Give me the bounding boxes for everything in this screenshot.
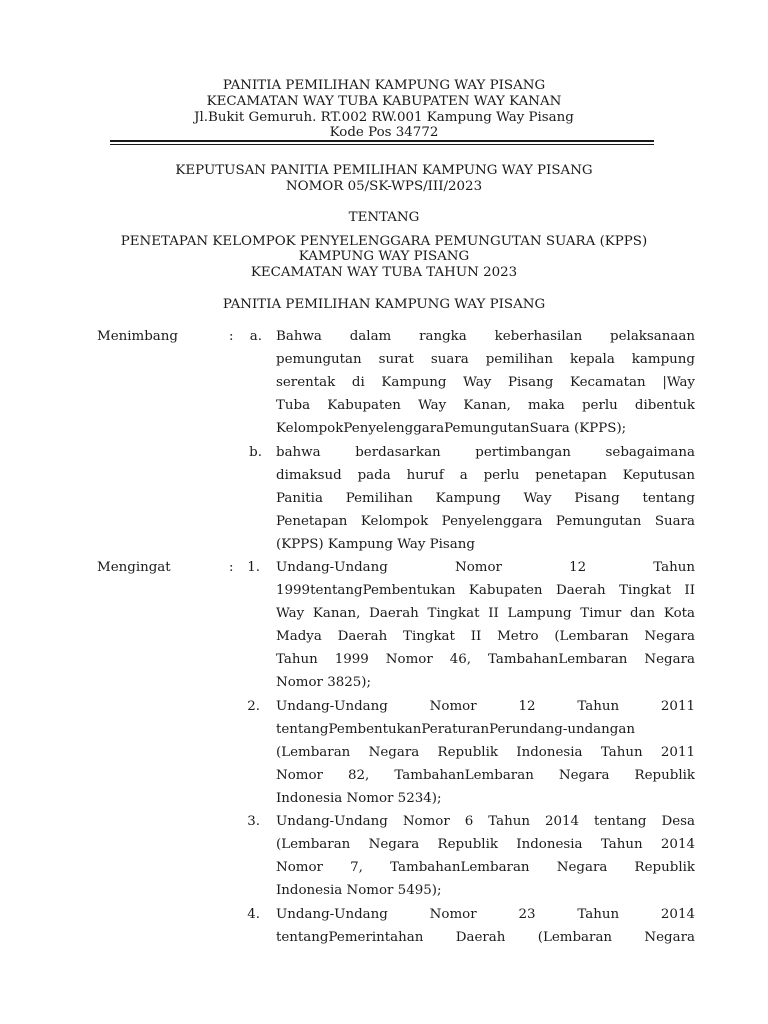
text-line: Nomor 7, TambahanLembaran Negara Republik xyxy=(276,860,695,875)
decree-title: KEPUTUSAN PANITIA PEMILIHAN KAMPUNG WAY PISANG xyxy=(175,163,593,178)
menimbang-item-a-mark: a. xyxy=(249,329,262,344)
mengingat-item-1-mark: 1. xyxy=(247,560,260,575)
subject-line-1: PENETAPAN KELOMPOK PENYELENGGARA PEMUNGUTAN SUARA (KPPS) xyxy=(120,234,648,249)
text-line: Nomor 82, TambahanLembaran Negara Republik xyxy=(276,768,695,783)
mengingat-item-4-mark: 4. xyxy=(247,907,260,922)
text-line: Nomor 3825); xyxy=(276,675,372,690)
letterhead-line-2: KECAMATAN WAY TUBA KABUPATEN WAY KANAN xyxy=(206,94,562,109)
text-line: Indonesia Nomor 5234); xyxy=(276,791,442,806)
menimbang-item-b-mark: b. xyxy=(249,445,262,460)
text-line: (KPPS) Kampung Way Pisang xyxy=(276,537,475,552)
issuer-heading: PANITIA PEMILIHAN KAMPUNG WAY PISANG xyxy=(222,297,546,312)
subject-line-3: KECAMATAN WAY TUBA TAHUN 2023 xyxy=(250,265,518,280)
text-line: KelompokPenyelenggaraPemungutanSuara (KPPS); xyxy=(276,421,627,436)
tentang-heading: TENTANG xyxy=(348,210,420,225)
mengingat-colon: : xyxy=(229,560,234,575)
text-line: (Lembaran Negara Republik Indonesia Tahun 2014 xyxy=(276,837,695,852)
mengingat-item-2-mark: 2. xyxy=(247,699,260,714)
text-line: Tahun 1999 Nomor 46, TambahanLembaran Negara xyxy=(276,652,695,667)
mengingat-item-1-text xyxy=(276,556,695,694)
text-line: Indonesia Nomor 5495); xyxy=(276,883,442,898)
text-line: Undang-Undang Nomor 12 Tahun 2011 xyxy=(276,699,695,714)
mengingat-label: Mengingat xyxy=(97,560,171,575)
letterhead-address: Jl.Bukit Gemuruh. RT.002 RW.001 Kampung Way Pisang xyxy=(194,110,574,125)
text-line: Undang-Undang Nomor 23 Tahun 2014 xyxy=(276,907,695,922)
text-line: Tuba Kabupaten Way Kanan, maka perlu dibentuk xyxy=(276,398,695,413)
text-line: Penetapan Kelompok Penyelenggara Pemungutan Suara xyxy=(276,514,695,529)
mengingat-item-4-text xyxy=(276,903,695,949)
decree-number: NOMOR 05/SK-WPS/III/2023 xyxy=(285,179,483,194)
text-line: dimaksud pada huruf a perlu penetapan Keputusan xyxy=(276,468,695,483)
letterhead-divider-thick xyxy=(110,140,654,142)
mengingat-item-2-text xyxy=(276,695,695,810)
text-line: tentangPembentukanPeraturanPerundang-undangan xyxy=(276,722,635,737)
text-line: Madya Daerah Tingkat II Metro (Lembaran Negara xyxy=(276,629,695,644)
text-line: serentak di Kampung Way Pisang Kecamatan |Way xyxy=(276,375,695,390)
text-line: Undang-Undang Nomor 6 Tahun 2014 tentang Desa xyxy=(276,814,695,829)
mengingat-item-3-text xyxy=(276,810,695,902)
text-line: tentangPemerintahan Daerah (Lembaran Negara xyxy=(276,930,695,945)
letterhead-postcode: Kode Pos 34772 xyxy=(329,125,439,140)
subject-line-2: KAMPUNG WAY PISANG xyxy=(298,249,470,264)
text-line: Panitia Pemilihan Kampung Way Pisang tentang xyxy=(276,491,695,506)
letterhead-line-1: PANITIA PEMILIHAN KAMPUNG WAY PISANG xyxy=(222,78,546,93)
text-line: Bahwa dalam rangka keberhasilan pelaksanaan xyxy=(276,329,695,344)
mengingat-item-3-mark: 3. xyxy=(247,814,260,829)
menimbang-colon: : xyxy=(229,329,234,344)
text-line: 1999tentangPembentukan Kabupaten Daerah Tingkat II xyxy=(276,583,695,598)
text-line: bahwa berdasarkan pertimbangan sebagaimana xyxy=(276,445,695,460)
text-line: Way Kanan, Daerah Tingkat II Lampung Timur dan Kota xyxy=(276,606,695,621)
menimbang-item-a-text xyxy=(276,325,695,440)
menimbang-label: Menimbang xyxy=(97,329,178,344)
menimbang-item-b-text xyxy=(276,441,695,556)
text-line: pemungutan surat suara pemilihan kepala kampung xyxy=(276,352,695,367)
text-line: Undang-Undang Nomor 12 Tahun xyxy=(276,560,695,575)
letterhead-divider-thin xyxy=(110,144,654,145)
text-line: (Lembaran Negara Republik Indonesia Tahun 2011 xyxy=(276,745,695,760)
